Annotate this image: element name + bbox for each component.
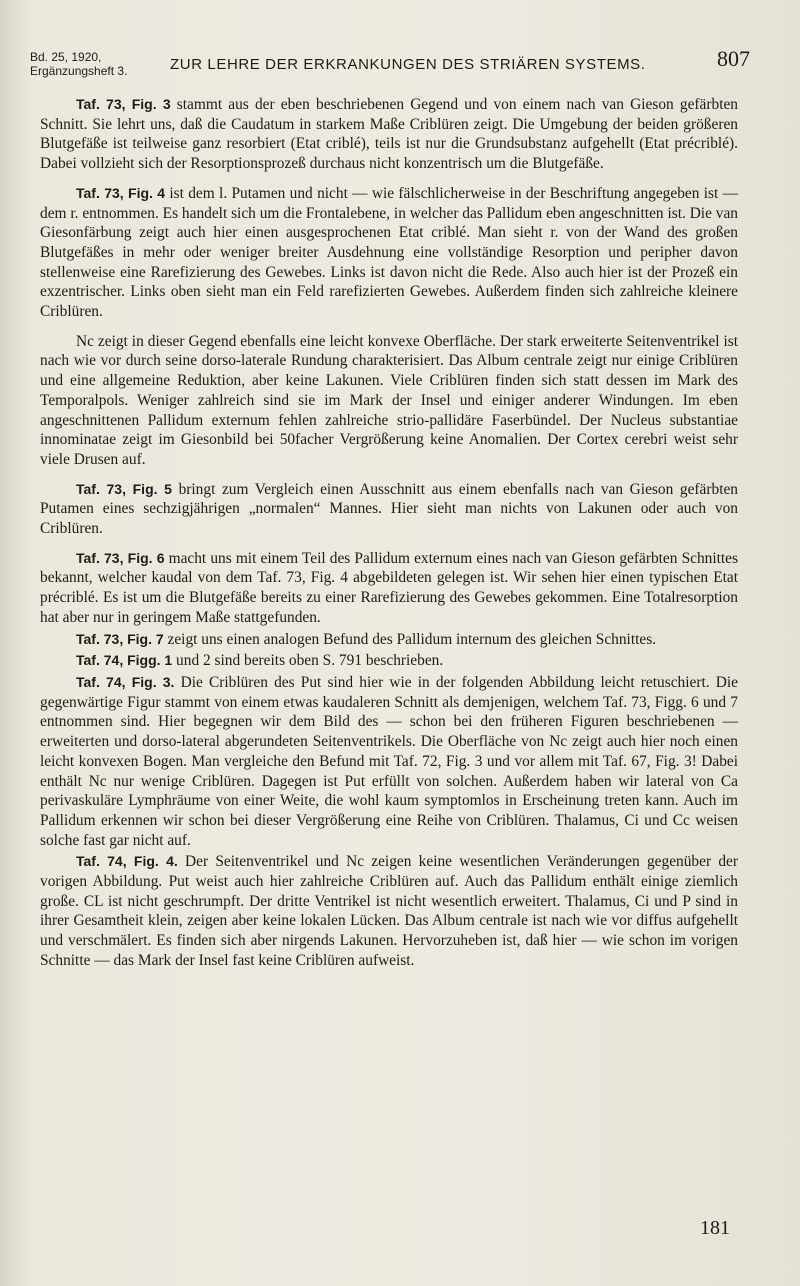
paragraph-text: bringt zum Vergleich einen Ausschnitt aus einem ebenfalls nach van Gieson gefärbten Putamen eines sechzigjährigen „normalen“ Mannes. Hier sieht man nichts von Lakunen oder auch von Criblüren. [40,480,738,538]
paragraph-text: macht uns mit einem Teil des Pallidum externum eines nach van Gieson gefärbten Schnittes bekannt, welcher kaudal von dem Taf. 73, Fig. 4 abgebildeten gelegen ist. Wir sehen hier einen typischen Etat précriblé. Es ist um die Blutgefäße bereits zu einer Rarefizierung des Gewebes gekommen. Eine Totalresorption hat aber nur in geringem Maße stattgefunden. [40,549,738,626]
volume-line: Bd. 25, 1920, [30,50,102,64]
paragraph-taf74-fig3 [40,673,738,850]
plate-reference: Taf. 73, Fig. 6 [76,549,165,566]
plate-reference: Taf. 74, Fig. 4. [76,853,178,870]
paragraph-taf73-fig3 [40,95,738,174]
paragraph-taf74-figg1 [40,651,738,671]
paragraph-nc [40,332,738,470]
paragraph-taf73-fig7 [40,630,738,650]
paragraph-text: zeigt uns einen analogen Befund des Pallidum internum des gleichen Schnittes. [163,630,657,648]
paragraph-text: Der Seitenventrikel und Nc zeigen keine wesentlichen Veränderungen gegenüber der vorigen Abbildung. Put weist auch hier zahlreiche Criblüren auf. Auch das Pallidum enthält einige ziemlich große. CL ist nicht geschrumpft. Der dritte Ventrikel ist nicht wesentlich erweitert. Thalamus, Ci und P sind in ihrer Gesamtheit klein, zeigen aber keine lokalen Lücken. Das Album centrale ist nach wie vor diffus aufgehellt und verschmälert. Es finden sich aber nirgends Lakunen. Hervorzuheben ist, daß hier — wie schon im vorigen Schnitte — das Mark der Insel fast keine Criblüren aufweist. [40,853,738,969]
paragraph-taf73-fig5 [40,480,738,539]
plate-reference: Taf. 73, Fig. 4 [76,184,166,201]
signature-number: 181 [700,1217,730,1239]
paragraph-text: Nc zeigt in dieser Gegend ebenfalls eine leicht konvexe Oberfläche. Der stark erweiterte Seitenventrikel ist nach wie vor durch seine dorso-laterale Rundung charakterisiert. Das Album centrale zeigt nur einige Criblüren und eine allgemeine Reduktion, aber keine Lakunen. Viele Criblüren finden sich statt dessen im Mark des Temporalpols. Weniger zahlreich sind sie im Mark der Insel und einiger anderer Windungen. Im eben angeschnittenen Pallidum externum fehlen zahlreiche strio-pallidäre Faserbündel. Der Nucleus substantiae innominatae zeigt im Giesonbild bei 50facher Vergrößerung keine Anomalien. Der Cortex cerebri weist sehr viele Drusen auf. [40,332,738,468]
paragraph-text: Die Criblüren des Put sind hier wie in der folgenden Abbildung leicht retuschiert. Die gegenwärtige Figur stammt von einem etwas kaudaleren Schnitt als demjenigen, welchem Taf. 73, Figg. 6 und 7 entnommen sind. Hier begegnen wir dem Bild des — schon bei den früheren Figuren beschriebenen — erweiterten und dorso-lateral abgerundeten Seitenventrikels. Die Oberfläche von Nc zeigt auch hier noch einen leicht konvexen Bogen. Man vergleiche den Befund mit Taf. 72, Fig. 3 und vor allem mit Taf. 67, Fig. 3! Dabei enthält Nc nur wenige Criblüren. Dagegen ist Put erfüllt von solchen. Außerdem haben wir lateral von Ca perivaskuläre Lymphräume von einer Weite, die wohl kaum symptomlos in Erscheinung treten kann. Auch im Pallidum erkennen wir schon bei dieser Vergrößerung eine Reihe von Criblüren. Thalamus, Ci und Cc weisen solche fast gar nicht auf. [40,673,738,849]
plate-reference: Taf. 73, Fig. 7 [76,630,164,647]
paragraph-taf74-fig4 [40,852,738,970]
plate-reference: Taf. 74, Figg. 1 [76,652,173,669]
plate-reference: Taf. 73, Fig. 5 [76,480,172,497]
paragraph-text: und 2 sind bereits oben S. 791 beschrieben. [172,652,444,670]
paragraph-text: ist dem l. Putamen und nicht — wie fälschlicherweise in der Beschriftung angegeben ist — dem r. entnommen. Es handelt sich um die Frontalebene, in welcher das Pallidum eben angeschnitten ist. Die van Giesonfärbung zeigt auch hier einen ausgesprochenen Etat criblé. Man sieht r. von der Wand des großen Blutgefäßes in mehr oder weniger breiter Ausdehnung eine vollständige Resorption und peripher davon stellenweise eine Rarefizierung des Gewebes. Links ist davon nicht die Rede. Also auch hier ist der Prozeß ein exzentrischer. Links oben sieht man ein Feld rarefizierten Gewebes. Außerdem finden sich zahlreiche kleinere Criblüren. [40,184,738,321]
paragraph-taf73-fig6 [40,549,738,628]
running-header [30,40,750,82]
paragraph-taf73-fig4 [40,184,738,322]
journal-info [30,50,127,78]
page-number: 807 [717,46,750,71]
plate-reference: Taf. 73, Fig. 3 [76,96,171,112]
plate-reference: Taf. 74, Fig. 3. [76,673,175,690]
body-text [40,95,738,973]
paragraph-text: stammt aus der eben beschriebenen Gegend und von einem nach van Gieson gefärbten Schnitt. Sie lehrt uns, daß die Caudatum in starkem Maße Criblüren zeigt. Die Umgebung der beiden größeren Blutgefäße ist teilweise ganz resorbiert (Etat criblé), teils ist nur die Grundsubstanz aufgehellt (Etat précriblé). Dabei vollzieht sich der Resorptionsprozeß durchaus nicht konzentrisch um die Blutgefäße. [40,96,739,173]
running-title: ZUR LEHRE DER ERKRANKUNGEN DES STRIÄREN SYSTEMS. [170,56,646,73]
supplement-line: Ergänzungsheft 3. [30,64,128,78]
